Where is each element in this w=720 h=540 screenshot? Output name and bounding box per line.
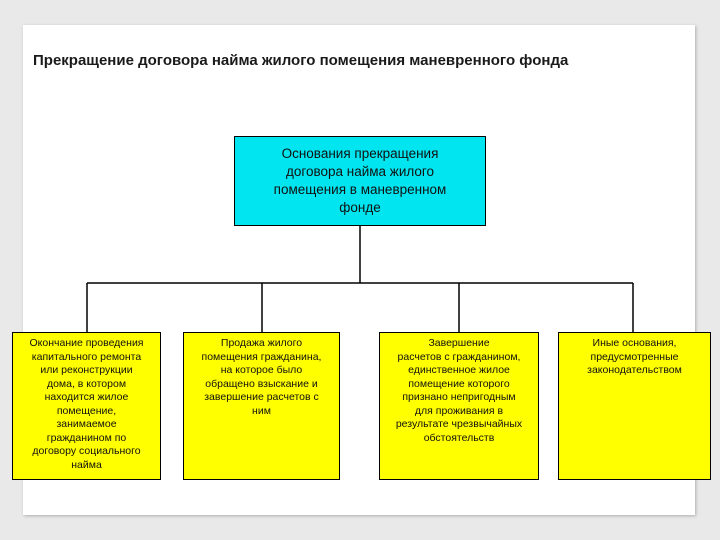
child-node-2: Продажа жилого помещения гражданина, на которое было обращено взыскание и завершение расчетов с ним: [183, 332, 340, 480]
root-node: Основания прекращения договора найма жилого помещения в маневренном фонде: [234, 136, 486, 226]
child-node-4: Иные основания, предусмотренные законодательством: [558, 332, 711, 480]
child-node-1: Окончание проведения капитального ремонта или реконструкции дома, в котором находится жилое помещение, занимаемое гражданином по договору социального найма: [12, 332, 161, 480]
child-node-3: Завершение расчетов с гражданином, единственное жилое помещение которого признано непригодным для проживания в результате чрезвычайных обстоятельств: [379, 332, 539, 480]
page-title: Прекращение договора найма жилого помещения маневренного фонда: [33, 52, 569, 69]
